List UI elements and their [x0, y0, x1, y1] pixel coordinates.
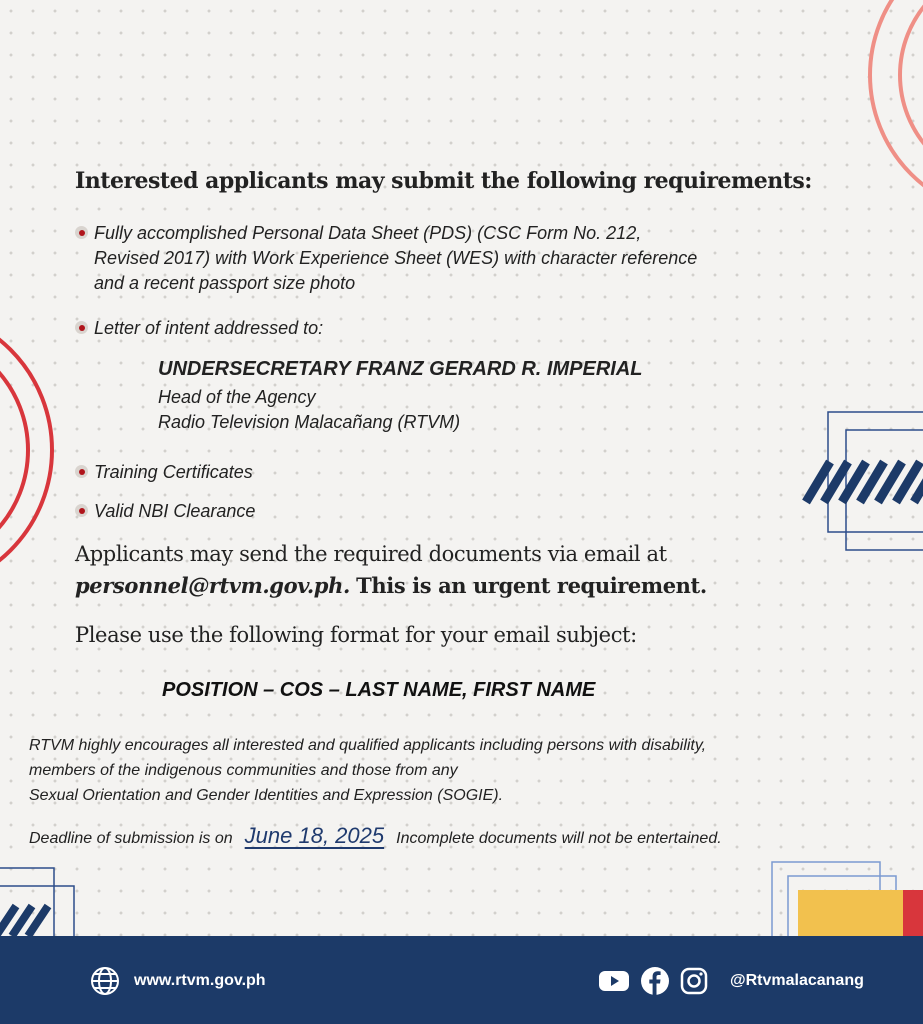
urgent-note: This is an urgent requirement. — [356, 573, 707, 598]
bullet-icon — [75, 226, 88, 239]
requirement-line: and a recent passport size photo — [94, 273, 356, 293]
bullet-icon — [75, 321, 88, 334]
deadline-line — [29, 823, 722, 849]
instagram-icon[interactable] — [680, 967, 708, 995]
deadline-date: June 18, 2025 — [244, 823, 385, 848]
email-link[interactable]: personnel@rtvm.gov.ph. — [75, 573, 350, 598]
email-line — [75, 573, 707, 598]
addressee-name: UNDERSECRETARY FRANZ GERARD R. IMPERIAL — [158, 358, 643, 380]
requirement-item-training — [75, 460, 253, 485]
footer-bar — [0, 936, 923, 1024]
youtube-icon[interactable] — [598, 969, 630, 993]
requirement-item-nbi — [75, 499, 255, 524]
right-stripe-block — [800, 410, 923, 555]
requirement-item-letter — [75, 316, 323, 341]
top-right-arcs — [820, 0, 923, 220]
inclusivity-line: members of the indigenous communities and those from any — [29, 762, 458, 779]
inclusivity-line: RTVM highly encourages all interested and qualified applicants including persons with disability, — [29, 737, 707, 754]
deadline-suffix: Incomplete documents will not be entertained. — [396, 830, 722, 847]
bullet-icon — [75, 465, 88, 478]
email-subject-format: POSITION – COS – LAST NAME, FIRST NAME — [162, 679, 596, 701]
requirement-label: Valid NBI Clearance — [94, 501, 256, 521]
inclusivity-note — [29, 733, 706, 808]
requirement-label: Letter of intent addressed to: — [94, 318, 324, 338]
social-handle[interactable]: @Rtvmalacanang — [730, 972, 864, 989]
globe-icon — [90, 966, 120, 996]
format-instruction: Please use the following format for your email subject: — [75, 623, 637, 647]
requirement-line: Revised 2017) with Work Experience Sheet (WES) with character reference — [94, 248, 698, 268]
facebook-icon[interactable] — [640, 966, 670, 996]
requirement-label: Training Certificates — [94, 462, 253, 482]
website-text: www.rtvm.gov.ph — [134, 972, 266, 989]
requirement-line: Fully accomplished Personal Data Sheet (PDS) (CSC Form No. 212, — [94, 223, 642, 243]
social-links — [598, 966, 864, 996]
bullet-icon — [75, 504, 88, 517]
addressee-title: Head of the Agency — [158, 387, 316, 407]
email-instruction: Applicants may send the required documents via email at — [75, 542, 667, 566]
requirement-item-pds — [75, 221, 697, 296]
left-arcs — [0, 320, 60, 580]
bottom-left-stripe-block — [0, 866, 80, 936]
deadline-prefix: Deadline of submission is on — [29, 830, 233, 847]
website-link[interactable] — [90, 966, 266, 996]
addressee-agency: Radio Television Malacañang (RTVM) — [158, 412, 461, 432]
bottom-right-blocks — [770, 860, 923, 936]
inclusivity-line: Sexual Orientation and Gender Identities and Expression (SOGIE). — [29, 787, 504, 804]
requirements-heading: Interested applicants may submit the following requirements: — [75, 168, 812, 194]
